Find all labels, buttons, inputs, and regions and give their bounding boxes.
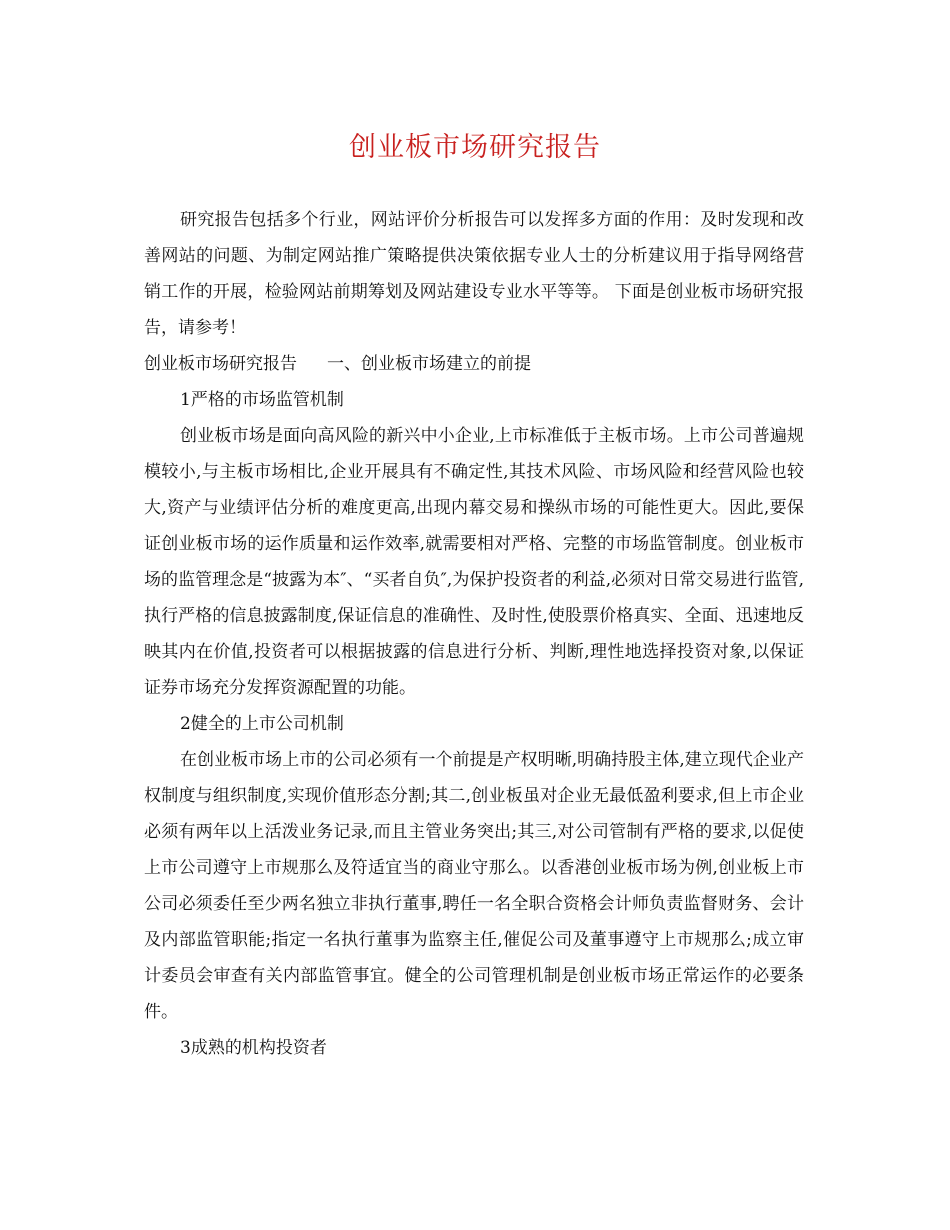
section-title: 一、创业板市场建立的前提 bbox=[327, 354, 531, 374]
subsection-heading-3: 3成熟的机构投资者 bbox=[180, 1038, 327, 1058]
subsection-paragraph-2: 在创业板市场上市的公司必须有一个前提是产权明晰,明确持股主体,建立现代企业产权制度与组织制度,实现价值形态分割;其二,创业板虽对企业无最低盈利要求,但上市企业必须有两年以上活泼业务记录,而且主管业务突出;其三,对公司管制有严格的要求,以促使上市公司遵守上市规那么及符适宜当的商业守那么。以香港创业板市场为例,创业板上市公司必须委任至少两名独立非执行董事,聘任一名全职合资格会计师负责监督财务、会计及内部监管职能;指定一名执行董事为监察主任,催促公司及董事遵守上市规那么;成立审计委员会审查有关内部监管事宜。健全的公司管理机制是创业板市场正常运作的必要条件。 bbox=[144, 750, 804, 1022]
document-title: 创业板市场研究报告 bbox=[349, 132, 601, 163]
section-heading-line bbox=[144, 346, 804, 382]
intro-paragraph: 研究报告包括多个行业，网站评价分析报告可以发挥多方面的作用：及时发现和改善网站的问题、为制定网站推广策略提供决策依据专业人士的分析建议用于指导网络营销工作的开展，检验网站前期筹划及网站建设专业水平等等。 下面是创业板市场研究报告，请参考！ bbox=[144, 210, 804, 338]
subsection-heading-1: 1严格的市场监管机制 bbox=[180, 390, 344, 410]
subsection-heading-2: 2健全的上市公司机制 bbox=[180, 714, 344, 734]
subsection-paragraph-1: 创业板市场是面向高风险的新兴中小企业,上市标准低于主板市场。上市公司普遍规模较小,与主板市场相比,企业开展具有不确定性,其技术风险、市场风险和经营风险也较大,资产与业绩评估分析的难度更高,出现内幕交易和操纵市场的可能性更大。因此,要保证创业板市场的运作质量和运作效率,就需要相对严格、完整的市场监管制度。创业板市场的监管理念是“披露为本″、“买者自负″,为保护投资者的利益,必须对日常交易进行监管,执行严格的信息披露制度,保证信息的准确性、及时性,使股票价格真实、全面、迅速地反映其内在价值,投资者可以根据披露的信息进行分析、判断,理性地选择投资对象,以保证证券市场充分发挥资源配置的功能。 bbox=[144, 426, 804, 698]
document-body bbox=[144, 202, 804, 1066]
report-label: 创业板市场研究报告 bbox=[144, 354, 297, 374]
